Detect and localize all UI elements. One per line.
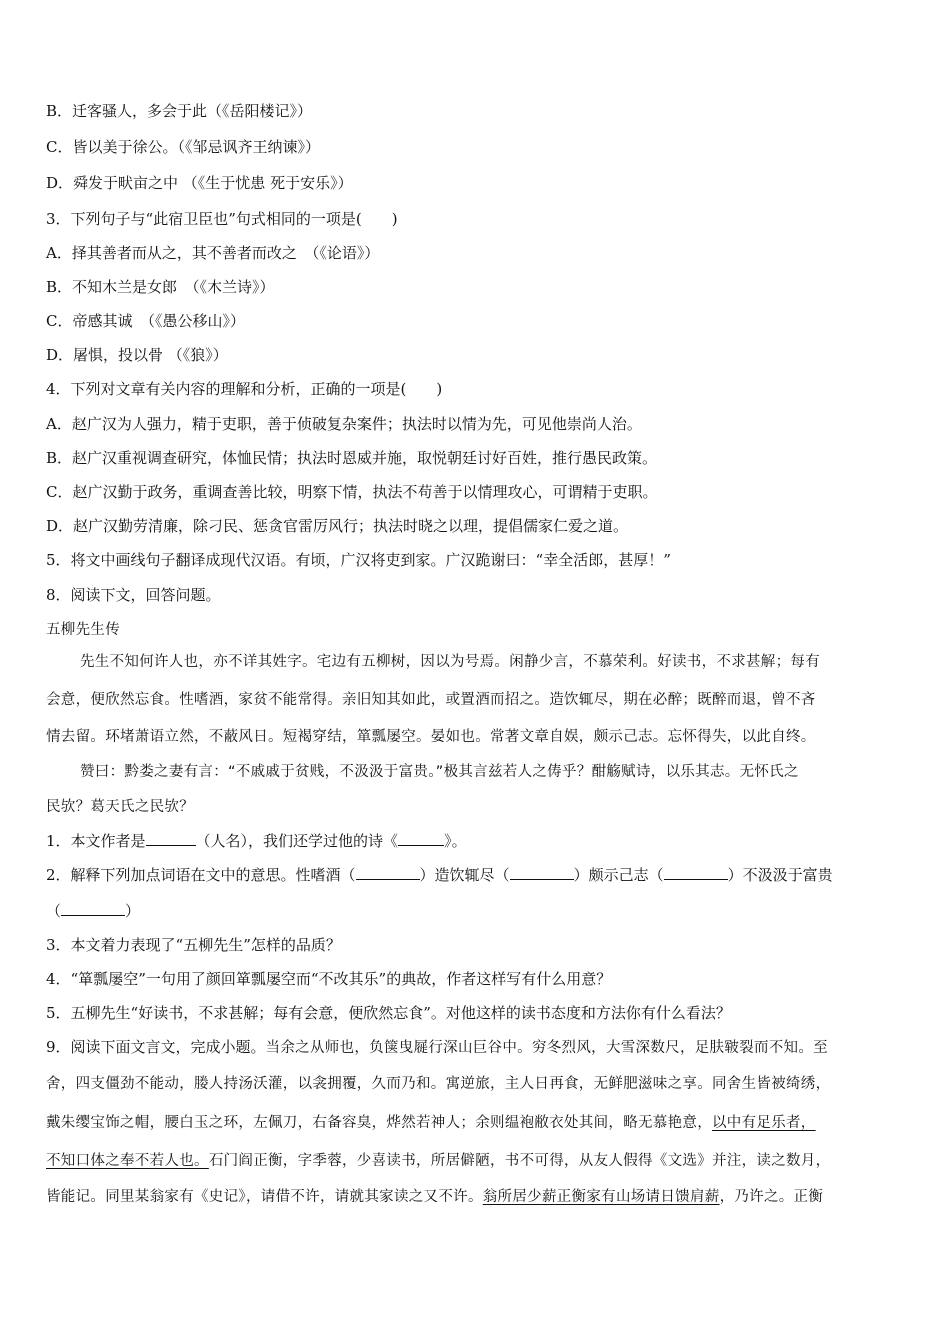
answer-blank[interactable] bbox=[398, 831, 444, 846]
passage-text: ，乃许之。正衡 bbox=[719, 1189, 824, 1205]
question-4: 4．下列对文章有关内容的理解和分析，正确的一项是( ) bbox=[46, 380, 443, 398]
passage-line bbox=[46, 1113, 912, 1133]
option-b-line: B．迁客骚人，多会于此（《岳阳楼记》） bbox=[46, 102, 313, 120]
q4-option-d: D．赵广汉勤劳清廉，除刁民、惩贪官雷厉风行；执法时晓之以理，提倡儒家仁爱之道。 bbox=[46, 517, 629, 535]
question-3: 3．下列句子与“此宿卫臣也”句式相同的一项是( ) bbox=[46, 210, 398, 228]
option-d-line: D．舜发于畎亩之中 （《生于忧患 死于安乐》） bbox=[46, 174, 353, 192]
q3-option-a: A．择其善者而从之，其不善者而改之 （《论语》） bbox=[46, 244, 380, 262]
q2-text: ）造饮辄尽（ bbox=[419, 866, 510, 884]
q4-option-a: A．赵广汉为人强力，精于吏职，善于侦破复杂案件；执法时以情为先，可见他崇尚人治。 bbox=[46, 415, 642, 433]
q3-option-b: B．不知木兰是女郎 （《木兰诗》） bbox=[46, 278, 275, 296]
passage-line: 民欤？葛天氏之民欤？ bbox=[46, 799, 194, 815]
passage-line bbox=[46, 1187, 912, 1207]
answer-blank[interactable] bbox=[146, 831, 196, 846]
option-c-line: C．皆以美于徐公。（《邹忌讽齐王纳谏》） bbox=[46, 138, 320, 156]
sub-question-5: 5．五柳先生“好读书，不求甚解；每有会意，便欣然忘食”。对他这样的读书态度和方法你有什么看法？ bbox=[46, 1004, 731, 1022]
sub-question-2-cont bbox=[46, 901, 912, 921]
passage-line: 情去留。环堵萧语立然，不蔽风日。短褐穿结，箪瓢屡空。晏如也。常著文章自娱，颇示己志。忘怀得失，以此自终。 bbox=[46, 729, 816, 745]
q2-text: ）不汲汲于富贵 bbox=[727, 866, 833, 884]
sub-question-3: 3．本文着力表现了“五柳先生”怎样的品质？ bbox=[46, 936, 341, 954]
passage-text: 当余之从师也，负箧曳屣行深山巨谷中。穷冬烈风，大雪深数尺，足肤皲裂而不知。至 bbox=[265, 1040, 828, 1056]
sub-question-2 bbox=[46, 865, 912, 885]
passage-line: 会意，便欣然忘食。性嗜酒，家贫不能常得。亲旧知其如此，或置酒而招之。造饮辄尽，期在必醉；既醉而退，曾不吝 bbox=[46, 692, 816, 708]
question-5: 5．将文中画线句子翻译成现代汉语。有顷，广汉将吏到家。广汉跪谢曰：“幸全活郎，甚厚！” bbox=[46, 551, 671, 569]
passage-line: 先生不知何许人也，亦不详其姓字。宅边有五柳树，因以为号焉。闲静少言，不慕荣利。好读书，不求甚解；每有 bbox=[80, 654, 820, 670]
passage-line: 舍，四支僵劲不能动，媵人持汤沃灌，以衾拥覆，久而乃和。寓逆旅，主人日再食，无鲜肥滋味之享。同舍生皆被绮绣， bbox=[46, 1076, 831, 1092]
underlined-sentence: 翁所居少薪正衡家有山场请日馈肩薪 bbox=[482, 1189, 720, 1205]
q2-text: 2．解释下列加点词语在文中的意思。性嗜酒（ bbox=[46, 866, 356, 884]
q4-option-c: C．赵广汉勤于政务，重调查善比较，明察下情，执法不苟善于以情理攻心，可谓精于吏职。 bbox=[46, 483, 658, 501]
sub-question-4: 4．“箪瓢屡空”一句用了颜回箪瓢屡空而“不改其乐”的典故，作者这样写有什么用意？ bbox=[46, 970, 612, 988]
passage-text: 戴朱缨宝饰之帽，腰白玉之环，左佩刀，右备容臭，烨然若神人；余则缊袍敝衣处其间，略无慕艳意， bbox=[46, 1115, 712, 1131]
question-8-heading: 8．阅读下文，回答问题。 bbox=[46, 586, 221, 604]
q1-text: （人名），我们还学过他的诗《 bbox=[195, 832, 399, 850]
passage-line: 赞曰：黔娄之妻有言：“不戚戚于贫贱，不汲汲于富贵。”极其言兹若人之俦乎？酣觞赋诗，以乐其志。无怀氏之 bbox=[80, 764, 799, 780]
passage-text: 石门阎正衡，字季蓉，少喜读书，所居僻陋，书不可得，从友人假得《文选》并注，读之数月， bbox=[208, 1153, 831, 1169]
q9-heading: 9．阅读下面文言文，完成小题。 bbox=[46, 1038, 266, 1056]
q1-text: 1．本文作者是 bbox=[46, 832, 146, 850]
q1-text: 》。 bbox=[444, 832, 467, 850]
underlined-sentence: 不知口体之奉不若人也。 bbox=[46, 1153, 209, 1169]
answer-blank[interactable] bbox=[61, 901, 125, 916]
sub-question-1 bbox=[46, 831, 912, 851]
q2-text: ） bbox=[125, 902, 141, 920]
q3-option-d: D．屠惧，投以骨 （《狼》） bbox=[46, 346, 228, 364]
q3-option-c: C．帝感其诚 （《愚公移山》） bbox=[46, 312, 245, 330]
passage-title: 五柳先生传 bbox=[46, 622, 120, 638]
answer-blank[interactable] bbox=[510, 865, 574, 880]
q2-text: ）颇示己志（ bbox=[573, 866, 664, 884]
answer-blank[interactable] bbox=[356, 865, 420, 880]
q4-option-b: B．赵广汉重视调查研究，体恤民情；执法时恩威并施，取悦朝廷讨好百姓，推行愚民政策。 bbox=[46, 449, 658, 467]
q2-text: （ bbox=[46, 902, 62, 920]
answer-blank[interactable] bbox=[664, 865, 728, 880]
underlined-sentence: 以中有足乐者， bbox=[712, 1115, 816, 1131]
passage-line bbox=[46, 1151, 912, 1171]
question-9 bbox=[46, 1037, 912, 1058]
passage-text: 皆能记。同里某翁家有《史记》，请借不许，请就其家读之又不许。 bbox=[46, 1189, 483, 1205]
